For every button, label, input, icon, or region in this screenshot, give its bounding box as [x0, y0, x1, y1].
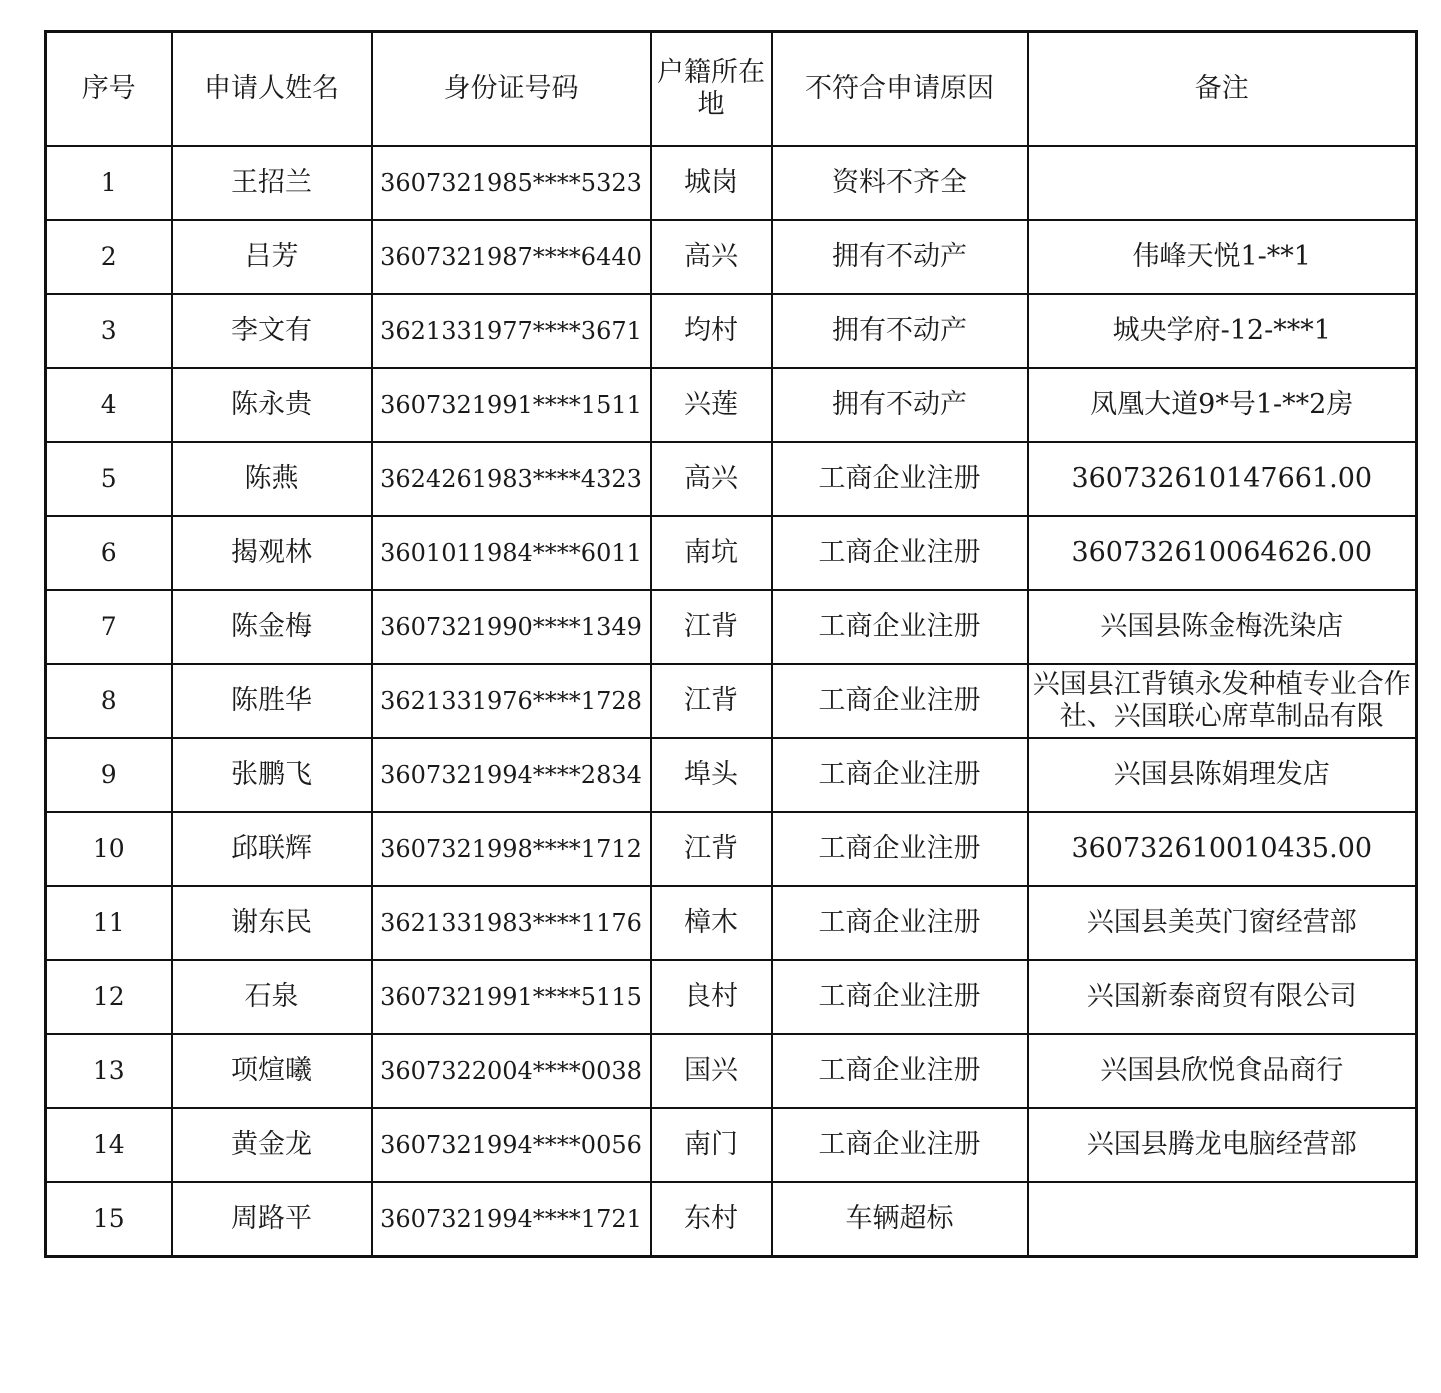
cell-reason: 工商企业注册 [772, 1108, 1028, 1182]
applicant-table-container [44, 30, 1415, 1258]
cell-seq: 15 [46, 1182, 172, 1257]
cell-applicant-name: 吕芳 [172, 220, 372, 294]
table-row [46, 1034, 1417, 1108]
cell-id-number: 3607321991****5115 [372, 960, 651, 1034]
cell-applicant-name: 周路平 [172, 1182, 372, 1257]
header-name: 申请人姓名 [172, 32, 372, 147]
table-row [46, 1182, 1417, 1257]
cell-household: 良村 [651, 960, 772, 1034]
cell-reason: 工商企业注册 [772, 960, 1028, 1034]
cell-seq: 5 [46, 442, 172, 516]
cell-note: 兴国县腾龙电脑经营部 [1028, 1108, 1417, 1182]
header-id-number: 身份证号码 [372, 32, 651, 147]
cell-note: 360732610010435.00 [1028, 812, 1417, 886]
cell-seq: 3 [46, 294, 172, 368]
cell-note: 兴国县美英门窗经营部 [1028, 886, 1417, 960]
cell-note [1028, 146, 1417, 220]
cell-id-number: 3607321987****6440 [372, 220, 651, 294]
cell-household: 东村 [651, 1182, 772, 1257]
cell-id-number: 3621331983****1176 [372, 886, 651, 960]
cell-applicant-name: 黄金龙 [172, 1108, 372, 1182]
cell-id-number: 3607321994****2834 [372, 738, 651, 812]
cell-applicant-name: 陈金梅 [172, 590, 372, 664]
table-row [46, 664, 1417, 738]
cell-seq: 4 [46, 368, 172, 442]
cell-household: 南坑 [651, 516, 772, 590]
cell-seq: 11 [46, 886, 172, 960]
cell-seq: 8 [46, 664, 172, 738]
cell-household: 均村 [651, 294, 772, 368]
cell-note: 360732610147661.00 [1028, 442, 1417, 516]
cell-seq: 12 [46, 960, 172, 1034]
cell-applicant-name: 张鹏飞 [172, 738, 372, 812]
table-row [46, 812, 1417, 886]
header-household: 户籍所在地 [651, 32, 772, 147]
cell-reason: 工商企业注册 [772, 442, 1028, 516]
table-row [46, 516, 1417, 590]
cell-reason: 资料不齐全 [772, 146, 1028, 220]
cell-seq: 7 [46, 590, 172, 664]
cell-note: 兴国县陈金梅洗染店 [1028, 590, 1417, 664]
cell-id-number: 3607321985****5323 [372, 146, 651, 220]
cell-reason: 拥有不动产 [772, 368, 1028, 442]
cell-seq: 10 [46, 812, 172, 886]
cell-id-number: 3601011984****6011 [372, 516, 651, 590]
cell-seq: 6 [46, 516, 172, 590]
cell-applicant-name: 陈永贵 [172, 368, 372, 442]
cell-id-number: 3607321994****1721 [372, 1182, 651, 1257]
table-row [46, 960, 1417, 1034]
cell-reason: 工商企业注册 [772, 590, 1028, 664]
cell-household: 樟木 [651, 886, 772, 960]
cell-id-number: 3607321991****1511 [372, 368, 651, 442]
cell-note: 城央学府-12-***1 [1028, 294, 1417, 368]
cell-household: 城岗 [651, 146, 772, 220]
cell-household: 江背 [651, 664, 772, 738]
cell-id-number: 3607321994****0056 [372, 1108, 651, 1182]
cell-id-number: 3607321998****1712 [372, 812, 651, 886]
cell-note: 兴国县陈娟理发店 [1028, 738, 1417, 812]
cell-note: 兴国新泰商贸有限公司 [1028, 960, 1417, 1034]
cell-reason: 工商企业注册 [772, 1034, 1028, 1108]
table-header-row [46, 32, 1417, 147]
cell-applicant-name: 陈燕 [172, 442, 372, 516]
cell-seq: 13 [46, 1034, 172, 1108]
cell-household: 江背 [651, 590, 772, 664]
table-row [46, 738, 1417, 812]
cell-applicant-name: 王招兰 [172, 146, 372, 220]
cell-note: 兴国县江背镇永发种植专业合作社、兴国联心席草制品有限 [1028, 664, 1417, 738]
table-row [46, 886, 1417, 960]
cell-household: 高兴 [651, 442, 772, 516]
cell-reason: 工商企业注册 [772, 516, 1028, 590]
cell-id-number: 3621331977****3671 [372, 294, 651, 368]
cell-note: 360732610064626.00 [1028, 516, 1417, 590]
cell-applicant-name: 项煊曦 [172, 1034, 372, 1108]
ineligible-applicants-table [44, 30, 1418, 1258]
cell-household: 国兴 [651, 1034, 772, 1108]
cell-id-number: 3621331976****1728 [372, 664, 651, 738]
cell-seq: 2 [46, 220, 172, 294]
cell-household: 埠头 [651, 738, 772, 812]
cell-reason: 拥有不动产 [772, 294, 1028, 368]
cell-applicant-name: 谢东民 [172, 886, 372, 960]
cell-note: 凤凰大道9*号1-**2房 [1028, 368, 1417, 442]
cell-reason: 拥有不动产 [772, 220, 1028, 294]
cell-household: 南门 [651, 1108, 772, 1182]
header-seq: 序号 [46, 32, 172, 147]
cell-id-number: 3607322004****0038 [372, 1034, 651, 1108]
cell-household: 江背 [651, 812, 772, 886]
cell-applicant-name: 邱联辉 [172, 812, 372, 886]
cell-reason: 车辆超标 [772, 1182, 1028, 1257]
table-row [46, 220, 1417, 294]
cell-applicant-name: 石泉 [172, 960, 372, 1034]
cell-applicant-name: 揭观林 [172, 516, 372, 590]
cell-household: 兴莲 [651, 368, 772, 442]
cell-reason: 工商企业注册 [772, 812, 1028, 886]
table-row [46, 590, 1417, 664]
table-row [46, 1108, 1417, 1182]
cell-id-number: 3624261983****4323 [372, 442, 651, 516]
cell-applicant-name: 李文有 [172, 294, 372, 368]
cell-applicant-name: 陈胜华 [172, 664, 372, 738]
table-row [46, 368, 1417, 442]
cell-reason: 工商企业注册 [772, 738, 1028, 812]
header-reason: 不符合申请原因 [772, 32, 1028, 147]
cell-seq: 9 [46, 738, 172, 812]
cell-seq: 1 [46, 146, 172, 220]
cell-note: 伟峰天悦1-**1 [1028, 220, 1417, 294]
table-row [46, 294, 1417, 368]
cell-id-number: 3607321990****1349 [372, 590, 651, 664]
table-row [46, 146, 1417, 220]
header-note: 备注 [1028, 32, 1417, 147]
cell-seq: 14 [46, 1108, 172, 1182]
table-body [46, 146, 1417, 1257]
table-row [46, 442, 1417, 516]
cell-household: 高兴 [651, 220, 772, 294]
cell-reason: 工商企业注册 [772, 664, 1028, 738]
cell-note: 兴国县欣悦食品商行 [1028, 1034, 1417, 1108]
cell-note [1028, 1182, 1417, 1257]
cell-reason: 工商企业注册 [772, 886, 1028, 960]
